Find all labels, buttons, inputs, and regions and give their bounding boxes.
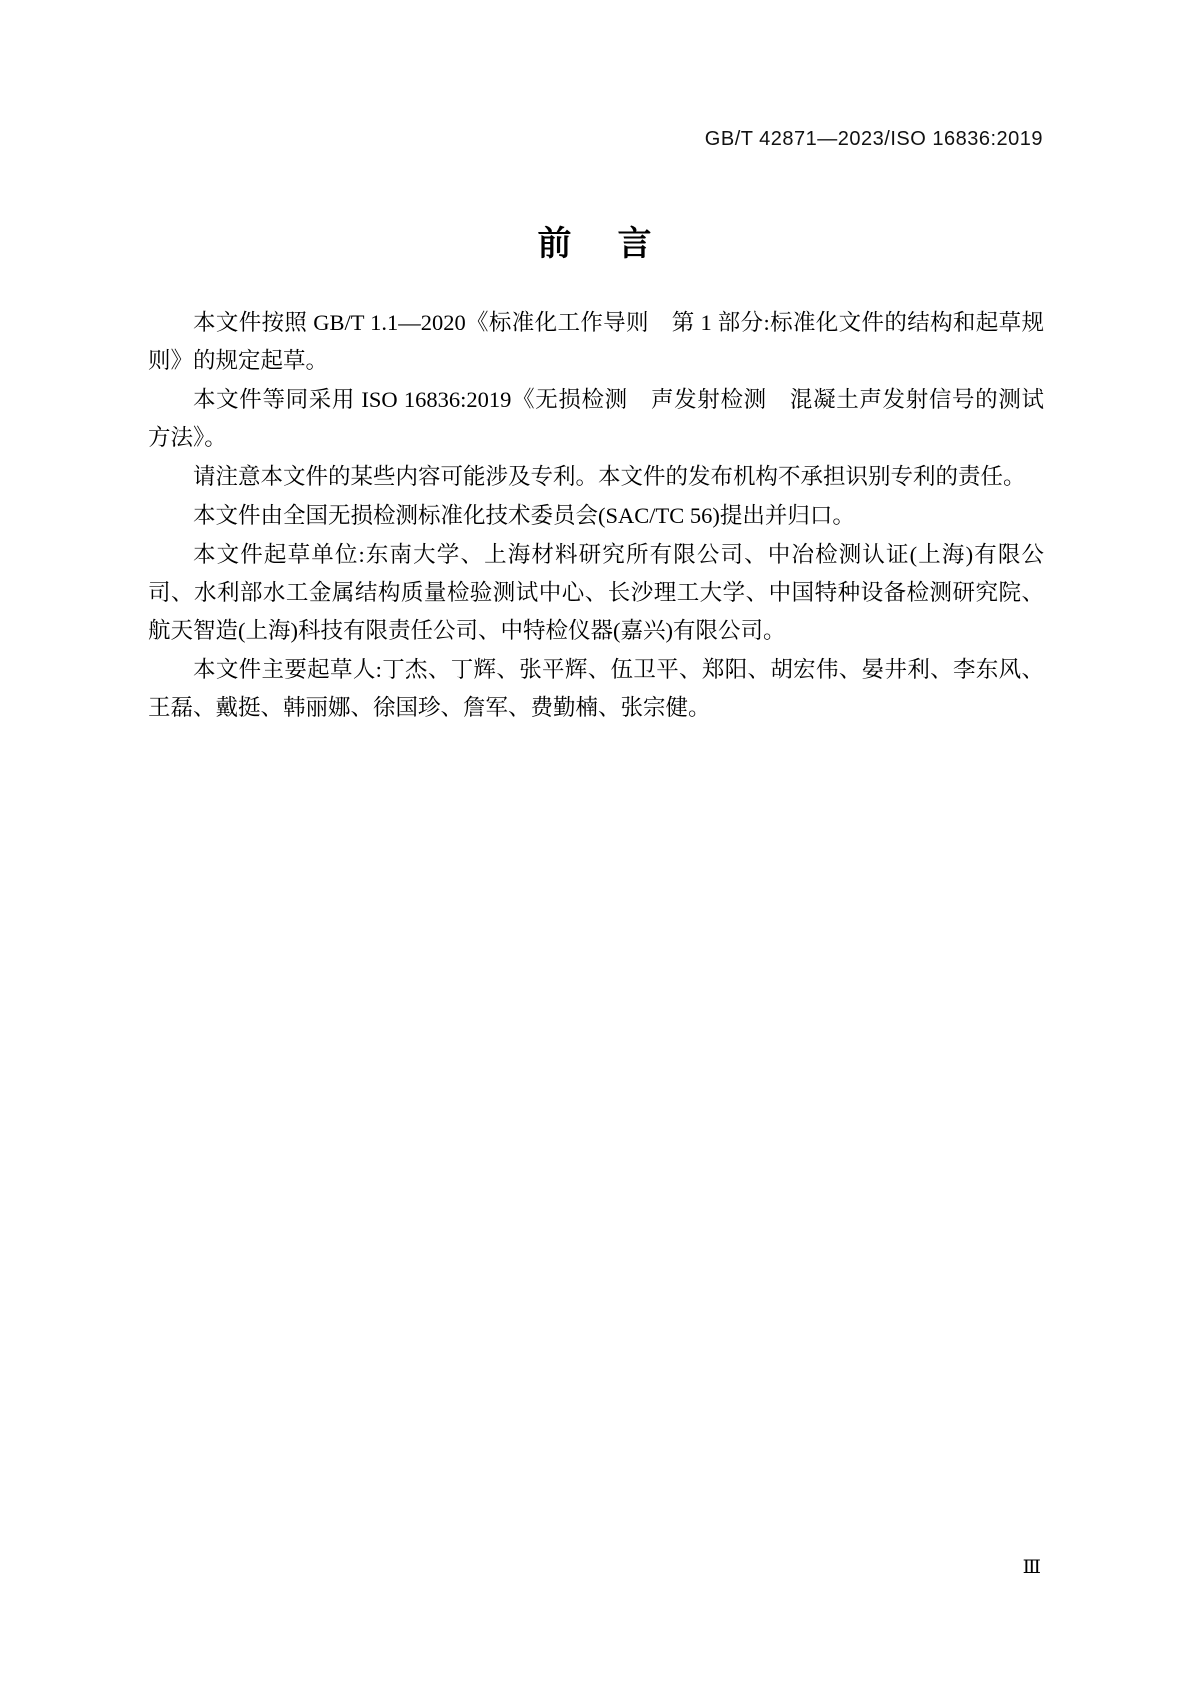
page-title-inner	[537, 216, 653, 265]
foreword-paragraph-4: 本文件由全国无损检测标准化技术委员会(SAC/TC 56)提出并归口。	[193, 503, 855, 528]
page-header-standard-code: GB/T 42871—2023/ISO 16836:2019	[704, 128, 1043, 150]
page-title-char-1: 前	[537, 224, 574, 264]
page-title-char-2: 言	[617, 224, 654, 264]
page-title	[0, 216, 1191, 265]
foreword-paragraph-3: 请注意本文件的某些内容可能涉及专利。本文件的发布机构不承担识别专利的责任。	[193, 464, 1026, 489]
foreword-paragraph-5: 本文件起草单位:东南大学、上海材料研究所有限公司、中冶检测认证(上海)有限公司、水利部水工金属结构质量检验测试中心、长沙理工大学、中国特种设备检测研究院、航天智造(上海)科技有限责任公司、中特检仪器(嘉兴)有限公司。	[148, 542, 1044, 643]
foreword-paragraph-6: 本文件主要起草人:丁杰、丁辉、张平辉、伍卫平、郑阳、胡宏伟、晏井利、李东风、王磊、戴挺、韩丽娜、徐国珍、詹军、费勤楠、张宗健。	[148, 657, 1044, 720]
foreword-paragraph-1: 本文件按照 GB/T 1.1—2020《标准化工作导则 第 1 部分:标准化文件的结构和起草规则》的规定起草。	[148, 310, 1044, 373]
page-number: Ⅲ	[1022, 1557, 1041, 1578]
foreword-body	[148, 304, 1044, 728]
foreword-paragraph-2: 本文件等同采用 ISO 16836:2019《无损检测 声发射检测 混凝土声发射信号的测试方法》。	[148, 387, 1044, 450]
